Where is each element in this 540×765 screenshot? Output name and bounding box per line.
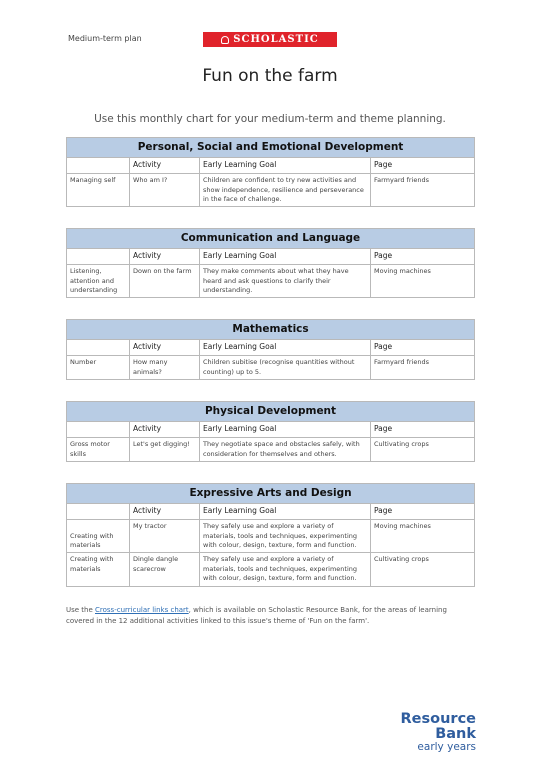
column-header-activity: Activity bbox=[130, 422, 200, 438]
section-table-expressive-arts bbox=[66, 483, 475, 587]
page-cell: Moving machines bbox=[371, 265, 475, 298]
area-cell: Listening, attention and understanding bbox=[67, 265, 130, 298]
column-header-blank bbox=[67, 340, 130, 356]
section-table-psed bbox=[66, 137, 475, 207]
column-header-page: Page bbox=[371, 249, 475, 265]
intro-text: Use this monthly chart for your medium-term and theme planning. bbox=[94, 113, 446, 125]
footer-note-prefix: Use the bbox=[66, 606, 96, 614]
column-header-activity: Activity bbox=[130, 249, 200, 265]
scholastic-logo-text: SCHOLASTIC bbox=[233, 34, 319, 45]
resource-bank-logo-title: Resource Bank bbox=[400, 711, 476, 742]
activity-cell: Down on the farm bbox=[130, 265, 200, 298]
table-row bbox=[67, 174, 475, 207]
cross-curricular-links-chart-link[interactable]: Cross-curricular links chart bbox=[95, 606, 189, 614]
column-header-blank bbox=[67, 422, 130, 438]
activity-cell: Let's get digging! bbox=[130, 438, 200, 462]
column-header-blank bbox=[67, 249, 130, 265]
section-heading: Mathematics bbox=[67, 320, 475, 340]
area-cell: Creating with materials bbox=[67, 553, 130, 586]
table-row bbox=[67, 520, 475, 553]
goal-cell: They negotiate space and obstacles safely, with consideration for themselves and others. bbox=[200, 438, 371, 462]
goal-cell: They safely use and explore a variety of materials, tools and techniques, experimenting with colour, design, texture, form and function. bbox=[200, 520, 371, 553]
section-table-communication bbox=[66, 228, 475, 298]
page-cell: Cultivating crops bbox=[371, 553, 475, 586]
column-header-goal: Early Learning Goal bbox=[200, 340, 371, 356]
table-row bbox=[67, 553, 475, 586]
goal-cell: Children are confident to try new activities and show independence, resilience and perseverance in the face of challenge. bbox=[200, 174, 371, 207]
column-header-page: Page bbox=[371, 340, 475, 356]
column-header-activity: Activity bbox=[130, 158, 200, 174]
activity-cell: Dingle dangle scarecrow bbox=[130, 553, 200, 586]
section-heading: Personal, Social and Emotional Development bbox=[67, 138, 475, 158]
activity-cell: Who am I? bbox=[130, 174, 200, 207]
document-type-label: Medium-term plan bbox=[68, 34, 142, 43]
column-header-goal: Early Learning Goal bbox=[200, 422, 371, 438]
section-table-physical bbox=[66, 401, 475, 462]
footer-note-suffix: , which is available on Scholastic Resource Bank, for the areas of learning covered in the 12 additional activities linked to this issue's theme of 'Fun on the farm'. bbox=[66, 606, 447, 626]
area-cell: Managing self bbox=[67, 174, 130, 207]
column-header-goal: Early Learning Goal bbox=[200, 249, 371, 265]
section-table-mathematics bbox=[66, 319, 475, 380]
area-cell: Creating with materials bbox=[67, 520, 130, 553]
table-row bbox=[67, 265, 475, 298]
table-row bbox=[67, 438, 475, 462]
scholastic-logo bbox=[203, 32, 337, 47]
column-header-goal: Early Learning Goal bbox=[200, 504, 371, 520]
resource-bank-logo-subtitle: early years bbox=[417, 741, 476, 753]
page-cell: Moving machines bbox=[371, 520, 475, 553]
activity-cell: How many animals? bbox=[130, 356, 200, 380]
column-header-page: Page bbox=[371, 422, 475, 438]
table-row bbox=[67, 356, 475, 380]
page-cell: Cultivating crops bbox=[371, 438, 475, 462]
area-cell: Gross motor skills bbox=[67, 438, 130, 462]
column-header-blank bbox=[67, 158, 130, 174]
area-cell: Number bbox=[67, 356, 130, 380]
page-cell: Farmyard friends bbox=[371, 356, 475, 380]
goal-cell: They safely use and explore a variety of materials, tools and techniques, experimenting with colour, design, texture, form and function. bbox=[200, 553, 371, 586]
footer-note bbox=[66, 605, 476, 627]
section-heading: Communication and Language bbox=[67, 229, 475, 249]
column-header-blank bbox=[67, 504, 130, 520]
lamp-icon bbox=[221, 36, 229, 44]
goal-cell: Children subitise (recognise quantities without counting) up to 5. bbox=[200, 356, 371, 380]
page-title: Fun on the farm bbox=[202, 66, 338, 86]
column-header-page: Page bbox=[371, 504, 475, 520]
section-heading: Physical Development bbox=[67, 402, 475, 422]
column-header-activity: Activity bbox=[130, 504, 200, 520]
activity-cell: My tractor bbox=[130, 520, 200, 553]
page-cell: Farmyard friends bbox=[371, 174, 475, 207]
column-header-goal: Early Learning Goal bbox=[200, 158, 371, 174]
section-heading: Expressive Arts and Design bbox=[67, 484, 475, 504]
goal-cell: They make comments about what they have heard and ask questions to clarify their understanding. bbox=[200, 265, 371, 298]
resource-bank-logo bbox=[356, 712, 476, 754]
column-header-activity: Activity bbox=[130, 340, 200, 356]
column-header-page: Page bbox=[371, 158, 475, 174]
